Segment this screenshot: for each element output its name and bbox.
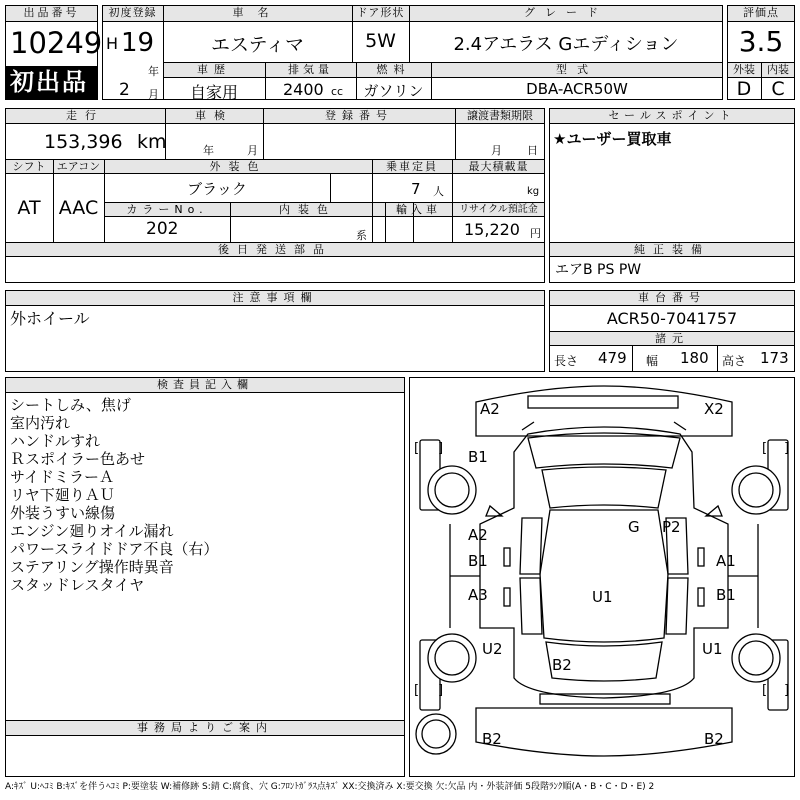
mark-a2-front: A2: [480, 400, 500, 418]
reg-month: 2: [119, 80, 130, 100]
mark-a1-right: A1: [716, 552, 736, 570]
color-no: 202: [146, 219, 179, 239]
later-parts-label: 後日発送部品: [218, 243, 332, 256]
car-name-label: 車名: [232, 6, 283, 19]
mark-x2-front: X2: [704, 400, 724, 418]
history-label: 車歴: [197, 63, 231, 76]
inspector-line-1: シートしみ、焦げ: [10, 396, 131, 414]
displacement: 2400: [283, 80, 324, 99]
fuel-label: 燃料: [376, 63, 411, 76]
inspector-line-10: ステアリング操作時異音: [10, 558, 174, 576]
mark-u1-roof: U1: [592, 588, 613, 606]
displacement-unit: cc: [331, 85, 344, 98]
score-label: 評価点: [743, 6, 779, 19]
interior-label: 内装: [767, 63, 789, 76]
height-label: 高さ: [722, 354, 747, 368]
mark-a2-left: A2: [468, 526, 488, 544]
mark-b1-left: B1: [468, 552, 488, 570]
interior-color-unit: 系: [356, 229, 367, 242]
first-listing-text: 初出品: [10, 68, 88, 96]
chassis-label: 車台番号: [638, 291, 706, 304]
bracket-close-front-right: ]: [784, 441, 790, 456]
registration-label: 登録番号: [325, 109, 393, 122]
equipment-text: エアB PS PW: [555, 262, 642, 278]
mark-b1-right: B1: [716, 586, 736, 604]
aircon-label: エアコン: [56, 160, 101, 173]
inspector-line-3: ハンドルすれ: [10, 432, 101, 450]
grade: 2.4アエラス Gエディション: [453, 34, 679, 55]
year-unit: 年: [148, 65, 159, 78]
reg-year: 19: [121, 28, 155, 58]
damage-diagram: [409, 377, 795, 777]
model-code: DBA-ACR50W: [526, 80, 628, 98]
transfer-day-unit: 日: [527, 144, 538, 157]
bracket-close-rear-left: ]: [438, 683, 444, 698]
inspector-line-11: スタッドレスタイヤ: [10, 576, 145, 594]
lot-number: 10249: [10, 26, 103, 60]
inspector-line-7: 外装うすい線傷: [10, 504, 116, 522]
chassis-number: ACR50-7041757: [606, 309, 738, 328]
capacity: 7: [411, 180, 421, 198]
shift-label: シフト: [12, 160, 46, 173]
mark-p2-right: P2: [662, 518, 681, 536]
transfer-month-unit: 月: [491, 144, 502, 157]
width-label: 幅: [646, 354, 659, 368]
model-label: 型式: [556, 63, 598, 76]
sales-point-label: セールスポイント: [608, 109, 736, 122]
equipment-label: 純正装備: [634, 243, 710, 256]
era: H: [106, 34, 119, 53]
mileage: 153,396: [44, 131, 123, 153]
length-value: 479: [598, 349, 627, 367]
shift: AT: [17, 197, 41, 219]
month-unit: 月: [148, 88, 159, 101]
inspection-month-unit: 月: [247, 144, 258, 157]
door-label: ドア形状: [356, 6, 405, 19]
inspector-line-2: 室内汚れ: [10, 414, 71, 432]
specs-label: 諸元: [655, 332, 689, 345]
inspector-label: 検査員記入欄: [157, 378, 253, 391]
mark-u1-rear-right: U1: [702, 640, 723, 658]
exterior-color-label: 外装色: [209, 160, 267, 173]
mark-u2-rear-left: U2: [482, 640, 503, 658]
import-label: 輸入車: [396, 203, 441, 216]
displacement-label: 排気量: [288, 63, 333, 76]
max-load-unit: kg: [527, 186, 540, 197]
capacity-label: 乗車定員: [386, 160, 438, 173]
bracket-open-rear-left: [: [414, 683, 420, 698]
car-name: エスティマ: [210, 34, 305, 56]
capacity-unit: 人: [433, 185, 444, 198]
lot-label: 出品番号: [23, 6, 80, 19]
bracket-open-front-right: [: [762, 441, 768, 456]
bracket-close-rear-right: ]: [784, 683, 790, 698]
mark-b2-rear-right: B2: [704, 730, 724, 748]
first-reg-label: 初度登録: [108, 6, 157, 19]
inspector-line-9: パワースライドドア不良（右）: [10, 540, 219, 558]
exterior-grade: D: [736, 78, 752, 100]
mileage-unit: km: [137, 131, 167, 153]
bracket-open-rear-right: [: [762, 683, 768, 698]
recycle-unit: 円: [530, 227, 541, 240]
color-no-label: カラーNo.: [126, 203, 208, 216]
recycle-fee: 15,220: [464, 220, 520, 239]
mark-b2-rear-left: B2: [482, 730, 502, 748]
office-label: 事務局よりご案内: [137, 721, 273, 734]
grade-label: グレード: [524, 6, 608, 19]
mileage-label: 走行: [66, 109, 104, 122]
length-label: 長さ: [554, 354, 579, 368]
inspector-line-4: Ｒスポイラー色あせ: [10, 450, 146, 468]
mark-a3-left: A3: [468, 586, 488, 604]
score: 3.5: [738, 25, 784, 58]
width-value: 180: [680, 349, 709, 367]
aircon: AAC: [58, 197, 99, 219]
bracket-close-front-left: ]: [438, 441, 444, 456]
history: 自家用: [189, 83, 238, 102]
exterior-label: 外装: [733, 63, 755, 76]
exterior-color: ブラック: [187, 180, 247, 198]
bracket-open-front-left: [: [414, 441, 420, 456]
fuel: ガソリン: [363, 82, 424, 100]
sales-point-text: ★ユーザー買取車: [553, 130, 672, 148]
legend-footer: A:ｷｽﾞ U:ﾍｺﾐ B:ｷｽﾞを伴うﾍｺﾐ P:要塗装 W:補修跡 S:錆 C:腐食、穴 G:ﾌﾛﾝﾄｶﾞﾗｽ点ｷｽﾞ XX:交換済み X:要交換 欠:欠品 内・外装評価 5段階ﾗﾝｸ順(A・B・C・D・E) 2: [5, 782, 655, 792]
height-value: 173: [760, 349, 789, 367]
interior-grade: C: [771, 78, 785, 100]
mark-b2-rear-glass: B2: [552, 656, 572, 674]
notes-text: 外ホイール: [10, 309, 90, 328]
max-load-label: 最大積載量: [468, 160, 529, 173]
notes-label: 注意事項欄: [232, 291, 318, 304]
recycle-label: リサイクル預託金: [459, 204, 538, 215]
inspector-line-5: サイドミラーＡ: [10, 468, 114, 486]
transfer-label: 譲渡書類期限: [467, 109, 533, 122]
inspector-line-8: エンジン廻りオイル漏れ: [10, 522, 174, 540]
inspection-year-unit: 年: [203, 144, 214, 157]
car-outline-diagram: [410, 378, 794, 776]
interior-color-label: 内装色: [279, 203, 336, 216]
door-type: 5W: [365, 30, 396, 52]
inspection-label: 車検: [195, 109, 233, 122]
inspector-line-6: リヤ下廻りＡＵ: [10, 486, 115, 504]
mark-b1-front-left: B1: [468, 448, 488, 466]
mark-g-glass: G: [628, 518, 640, 536]
